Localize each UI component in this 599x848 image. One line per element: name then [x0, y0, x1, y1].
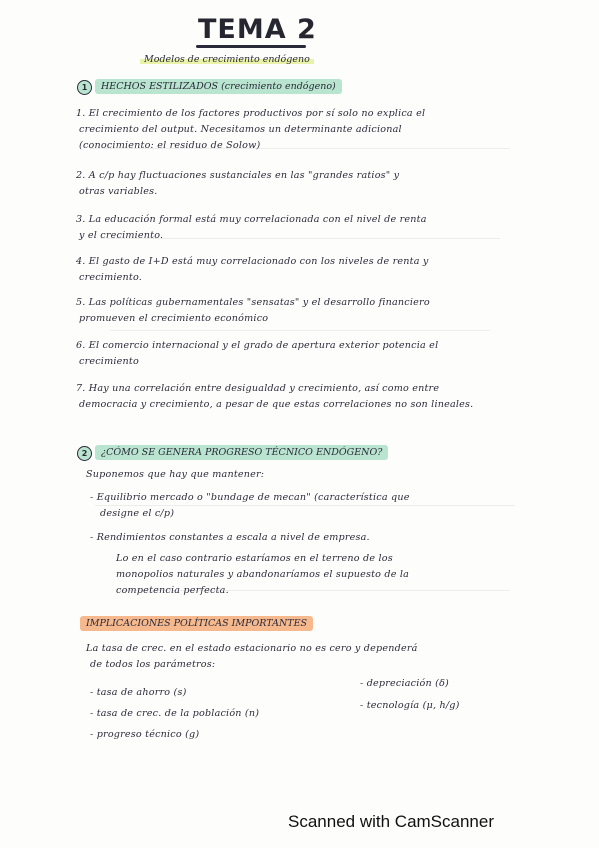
- item-3-line-1: 3. La educación formal está muy correlacionada con el nivel de renta: [76, 214, 427, 225]
- section-3-intro-line-1: La tasa de crec. en el estado estacionario no es cero y dependerá: [86, 643, 418, 654]
- section-1-heading: HECHOS ESTILIZADOS (crecimiento endógeno): [95, 79, 342, 94]
- param-population-growth: - tasa de crec. de la población (n): [90, 708, 260, 719]
- section-2-intro: Suponemos que hay que mantener:: [86, 469, 265, 480]
- item-5-line-2: promueven el crecimiento económico: [79, 313, 269, 324]
- section-2-heading: ¿CÓMO SE GENERA PROGRESO TÉCNICO ENDÓGENO?: [95, 445, 388, 460]
- bleed-through-line: [95, 505, 515, 506]
- page-title: TEMA 2: [198, 14, 317, 45]
- item-7-line-2: democracia y crecimiento, a pesar de que estas correlaciones no son lineales.: [79, 399, 474, 410]
- section-3-intro-line-2: de todos los parámetros:: [90, 659, 216, 670]
- camscanner-watermark: Scanned with CamScanner: [288, 812, 495, 831]
- title-underline: [196, 45, 306, 48]
- param-technology: - tecnología (μ, h/g): [360, 700, 460, 711]
- bullet-2-line-4: competencia perfecta.: [116, 585, 229, 596]
- item-1-line-1: 1. El crecimiento de los factores productivos por sí solo no explica el: [76, 108, 426, 119]
- item-6-line-2: crecimiento: [79, 356, 139, 367]
- param-technical-progress: - progreso técnico (g): [90, 729, 200, 740]
- item-7-line-1: 7. Hay una correlación entre desigualdad y crecimiento, así como entre: [76, 383, 440, 394]
- section-3-heading: IMPLICACIONES POLÍTICAS IMPORTANTES: [80, 616, 313, 631]
- item-4-line-2: crecimiento.: [79, 272, 143, 283]
- bullet-1-line-1: - Equilibrio mercado o "bundage de mecan" (característica que: [90, 492, 410, 503]
- item-6-line-1: 6. El comercio internacional y el grado de apertura exterior potencia el: [76, 340, 439, 351]
- item-1-line-2: crecimiento del output. Necesitamos un determinante adicional: [79, 124, 402, 135]
- item-1-line-3: (conocimiento: el residuo de Solow): [79, 140, 261, 151]
- bullet-2-line-2: Lo en el caso contrario estaríamos en el terreno de los: [116, 553, 393, 564]
- bleed-through-line: [110, 330, 490, 331]
- item-4-line-1: 4. El gasto de I+D está muy correlacionado con los niveles de renta y: [76, 256, 429, 267]
- param-depreciation: - depreciación (δ): [360, 678, 449, 689]
- section-1-number-badge: 1: [77, 80, 92, 95]
- bullet-2-line-3: monopolios naturales y abandonaríamos el supuesto de la: [116, 569, 410, 580]
- item-3-line-2: y el crecimiento.: [79, 230, 164, 241]
- item-2-line-1: 2. A c/p hay fluctuaciones sustanciales en las "grandes ratios" y: [76, 170, 400, 181]
- bullet-1-line-2: designe el c/p): [100, 508, 175, 519]
- section-2-number-badge: 2: [77, 446, 92, 461]
- page-subtitle: Modelos de crecimiento endógeno: [140, 54, 314, 65]
- bullet-2-line-1: - Rendimientos constantes a escala a nivel de empresa.: [90, 532, 370, 543]
- param-savings-rate: - tasa de ahorro (s): [90, 687, 187, 698]
- item-5-line-1: 5. Las políticas gubernamentales "sensatas" y el desarrollo financiero: [76, 297, 430, 308]
- item-2-line-2: otras variables.: [79, 186, 158, 197]
